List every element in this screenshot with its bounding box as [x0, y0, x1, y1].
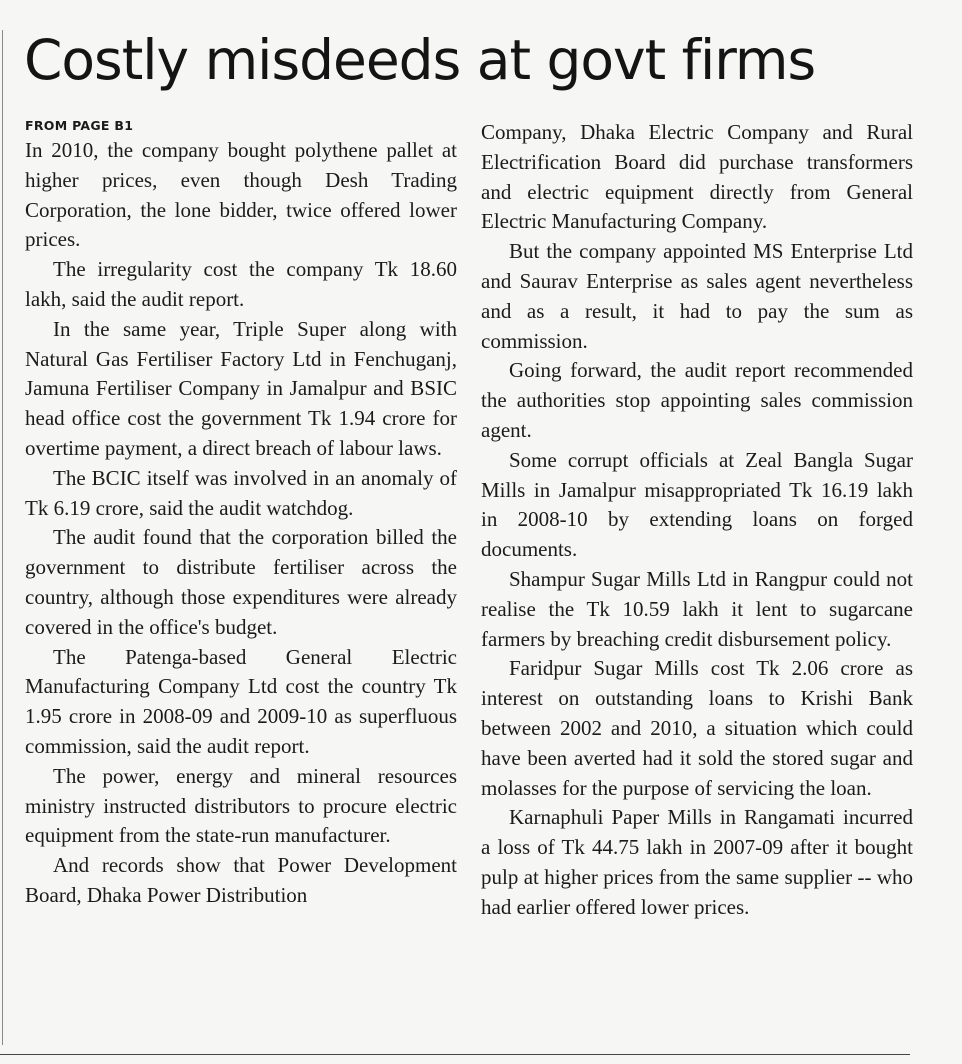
paragraph: And records show that Power Development Board, Dhaka Power Distribution — [25, 853, 457, 907]
right-column — [481, 118, 913, 923]
paragraph: The BCIC itself was involved in an anomaly of Tk 6.19 crore, said the audit watchdog. — [25, 465, 457, 520]
paragraph: Faridpur Sugar Mills cost Tk 2.06 crore as interest on outstanding loans to Krishi Bank between 2002 and 2010, a situation which could have been averted had it sold the stored sugar and molasses for the purpose of servicing the loan. — [481, 656, 913, 800]
paragraph: In 2010, the company bought polythene pallet at higher prices, even though Desh Trading Corporation, the lone bidder, twice offered lower prices. — [25, 138, 457, 252]
paragraph: Karnaphuli Paper Mills in Rangamati incurred a loss of Tk 44.75 lakh in 2007-09 after it bought pulp at higher prices from the same supplier -- who had earlier offered lower prices. — [481, 805, 913, 919]
left-column-rule — [2, 30, 3, 1045]
paragraph: Going forward, the audit report recommended the authorities stop appointing sales commission agent. — [481, 358, 913, 442]
paragraph: The audit found that the corporation billed the government to distribute fertiliser across the country, although those expenditures were already covered in the office's budget. — [25, 525, 457, 639]
headline: Costly misdeeds at govt firms — [24, 28, 816, 92]
continuation-kicker: FROM PAGE B1 — [25, 118, 134, 133]
paragraph: Some corrupt officials at Zeal Bangla Sugar Mills in Jamalpur misappropriated Tk 16.19 lakh in 2008-10 by extending loans on forged documents. — [481, 447, 913, 562]
paragraph: But the company appointed MS Enterprise Ltd and Saurav Enterprise as sales agent nevertheless and as a result, it had to pay the sum as commission. — [481, 239, 913, 353]
left-column — [25, 116, 457, 911]
article-body — [25, 116, 915, 1031]
bottom-rule — [0, 1054, 910, 1055]
paragraph: Company, Dhaka Electric Company and Rural Electrification Board did purchase transformers and electric equipment directly from General Electric Manufacturing Company. — [481, 120, 913, 234]
paragraph: The irregularity cost the company Tk 18.60 lakh, said the audit report. — [25, 257, 457, 311]
paragraph: The power, energy and mineral resources ministry instructed distributors to procure electric equipment from the state-run manufacturer. — [25, 763, 457, 848]
paragraph: Shampur Sugar Mills Ltd in Rangpur could not realise the Tk 10.59 lakh it lent to sugarcane farmers by breaching credit disbursement policy. — [481, 566, 913, 651]
paragraph: In the same year, Triple Super along with Natural Gas Fertiliser Factory Ltd in Fenchuganj, Jamuna Fertiliser Company in Jamalpur and BSIC head office cost the government Tk 1.94 crore for overtime payment, a direct breach of labour laws. — [25, 316, 457, 460]
paragraph: The Patenga-based General Electric Manufacturing Company Ltd cost the country Tk 1.95 crore in 2008-09 and 2009-10 as superfluous commission, said the audit report. — [25, 644, 457, 758]
